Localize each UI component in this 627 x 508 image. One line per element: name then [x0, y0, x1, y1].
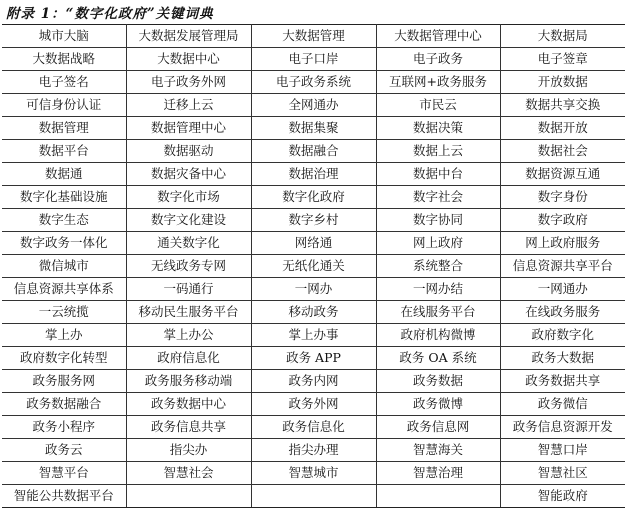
- keyword-cell: 数据中台: [376, 163, 500, 186]
- keyword-cell: 大数据中心: [126, 48, 251, 71]
- keyword-cell: 政务内网: [251, 370, 376, 393]
- keyword-cell: 大数据战略: [2, 48, 126, 71]
- keyword-cell: 政府数字化转型: [2, 347, 126, 370]
- keyword-cell: 电子口岸: [251, 48, 376, 71]
- keyword-cell: 政务小程序: [2, 416, 126, 439]
- keyword-cell: 政务数据共享: [500, 370, 625, 393]
- keyword-cell: 一网办结: [376, 278, 500, 301]
- keyword-cell: 数据通: [2, 163, 126, 186]
- keyword-cell: 政府数字化: [500, 324, 625, 347]
- keyword-cell: 指尖办: [126, 439, 251, 462]
- keyword-cell: 移动民生服务平台: [126, 301, 251, 324]
- keyword-cell: 政务信息网: [376, 416, 500, 439]
- keyword-cell: 电子政务: [376, 48, 500, 71]
- keyword-cell: 政务服务网: [2, 370, 126, 393]
- keyword-cell: 互联网+政务服务: [376, 71, 500, 94]
- keyword-cell: 政务服务移动端: [126, 370, 251, 393]
- keyword-cell: 无线政务专网: [126, 255, 251, 278]
- keyword-cell: 智慧治理: [376, 462, 500, 485]
- keyword-cell: 数据上云: [376, 140, 500, 163]
- keyword-cell: [251, 485, 376, 508]
- table-row: [2, 117, 625, 140]
- keyword-cell: 数字生态: [2, 209, 126, 232]
- keyword-cell: 开放数据: [500, 71, 625, 94]
- keyword-cell: 电子政务系统: [251, 71, 376, 94]
- keyword-cell: 大数据管理中心: [376, 25, 500, 48]
- keyword-cell: 智慧平台: [2, 462, 126, 485]
- keyword-cell: 网络通: [251, 232, 376, 255]
- appendix-title: 附录 1：“数字化政府”关键词典: [6, 6, 214, 22]
- keyword-cell: 数字化政府: [251, 186, 376, 209]
- keyword-cell: 数字化市场: [126, 186, 251, 209]
- table-row: [2, 25, 625, 48]
- keyword-cell: 数据治理: [251, 163, 376, 186]
- keyword-cell: 大数据局: [500, 25, 625, 48]
- keyword-cell: 智能政府: [500, 485, 625, 508]
- keyword-cell: 电子政务外网: [126, 71, 251, 94]
- table-row: [2, 209, 625, 232]
- keyword-cell: 政务数据: [376, 370, 500, 393]
- table-row: [2, 347, 625, 370]
- keyword-cell: 掌上办: [2, 324, 126, 347]
- keyword-cell: 迁移上云: [126, 94, 251, 117]
- keyword-cell: 一网办: [251, 278, 376, 301]
- keyword-cell: 一网通办: [500, 278, 625, 301]
- keyword-cell: 一码通行: [126, 278, 251, 301]
- keyword-cell: 政务信息化: [251, 416, 376, 439]
- keyword-cell: 掌上办公: [126, 324, 251, 347]
- keyword-cell: 在线政务服务: [500, 301, 625, 324]
- table-row: [2, 393, 625, 416]
- keyword-cell: 在线服务平台: [376, 301, 500, 324]
- keyword-cell: 城市大脑: [2, 25, 126, 48]
- keyword-cell: 信息资源共享平台: [500, 255, 625, 278]
- keyword-cell: 数字文化建设: [126, 209, 251, 232]
- keyword-cell: 移动政务: [251, 301, 376, 324]
- keyword-cell: 数字协同: [376, 209, 500, 232]
- table-row: [2, 301, 625, 324]
- keyword-cell: 指尖办理: [251, 439, 376, 462]
- table-row: [2, 416, 625, 439]
- keyword-cell: [126, 485, 251, 508]
- keyword-cell: 一云统揽: [2, 301, 126, 324]
- table-row: [2, 255, 625, 278]
- keyword-cell: 政府信息化: [126, 347, 251, 370]
- keyword-cell: 网上政府服务: [500, 232, 625, 255]
- keyword-cell: 数字社会: [376, 186, 500, 209]
- keyword-cell: 数据管理: [2, 117, 126, 140]
- keyword-cell: [376, 485, 500, 508]
- keyword-cell: 智慧社区: [500, 462, 625, 485]
- keyword-cell: 数字乡村: [251, 209, 376, 232]
- keyword-cell: 政务信息资源开发: [500, 416, 625, 439]
- keyword-cell: 数字化基础设施: [2, 186, 126, 209]
- keyword-cell: 智能公共数据平台: [2, 485, 126, 508]
- keyword-cell: 政务 OA 系统: [376, 347, 500, 370]
- table-row: [2, 163, 625, 186]
- keyword-cell: 数字身份: [500, 186, 625, 209]
- keyword-cell: 政府机构微博: [376, 324, 500, 347]
- keyword-cell: 电子签名: [2, 71, 126, 94]
- keyword-cell: 数据驱动: [126, 140, 251, 163]
- keyword-cell: 智慧海关: [376, 439, 500, 462]
- table-row: [2, 140, 625, 163]
- keyword-cell: 全网通办: [251, 94, 376, 117]
- keyword-cell: 掌上办事: [251, 324, 376, 347]
- keyword-cell: 无纸化通关: [251, 255, 376, 278]
- keyword-cell: 政务数据融合: [2, 393, 126, 416]
- table-row: [2, 485, 625, 508]
- keyword-cell: 通关数字化: [126, 232, 251, 255]
- keyword-cell: 信息资源共享体系: [2, 278, 126, 301]
- keyword-cell: 智慧社会: [126, 462, 251, 485]
- keyword-cell: 可信身份认证: [2, 94, 126, 117]
- keyword-cell: 数据集聚: [251, 117, 376, 140]
- keyword-cell: 市民云: [376, 94, 500, 117]
- table-row: [2, 71, 625, 94]
- table-row: [2, 278, 625, 301]
- keyword-cell: 政务云: [2, 439, 126, 462]
- keyword-cell: 数据社会: [500, 140, 625, 163]
- keyword-cell: 大数据管理: [251, 25, 376, 48]
- table-row: [2, 462, 625, 485]
- keyword-cell: 数字政府: [500, 209, 625, 232]
- keyword-table: [2, 24, 625, 508]
- keyword-cell: 电子签章: [500, 48, 625, 71]
- keyword-cell: 数据灾备中心: [126, 163, 251, 186]
- keyword-cell: 数据融合: [251, 140, 376, 163]
- table-row: [2, 439, 625, 462]
- keyword-cell: 数据资源互通: [500, 163, 625, 186]
- table-row: [2, 324, 625, 347]
- keyword-cell: 智慧口岸: [500, 439, 625, 462]
- table-row: [2, 94, 625, 117]
- keyword-cell: 数字政务一体化: [2, 232, 126, 255]
- keyword-table-body: [2, 25, 625, 508]
- keyword-cell: 政务大数据: [500, 347, 625, 370]
- keyword-cell: 数据管理中心: [126, 117, 251, 140]
- keyword-cell: 政务微博: [376, 393, 500, 416]
- keyword-cell: 政务信息共享: [126, 416, 251, 439]
- keyword-cell: 政务 APP: [251, 347, 376, 370]
- keyword-cell: 数据决策: [376, 117, 500, 140]
- table-row: [2, 232, 625, 255]
- keyword-cell: 大数据发展管理局: [126, 25, 251, 48]
- keyword-cell: 微信城市: [2, 255, 126, 278]
- keyword-cell: 系统整合: [376, 255, 500, 278]
- table-row: [2, 186, 625, 209]
- keyword-cell: 政务数据中心: [126, 393, 251, 416]
- keyword-cell: 政务外网: [251, 393, 376, 416]
- keyword-cell: 数据开放: [500, 117, 625, 140]
- keyword-cell: 数据共享交换: [500, 94, 625, 117]
- keyword-cell: 数据平台: [2, 140, 126, 163]
- keyword-cell: 政务微信: [500, 393, 625, 416]
- table-row: [2, 48, 625, 71]
- keyword-cell: 智慧城市: [251, 462, 376, 485]
- table-row: [2, 370, 625, 393]
- keyword-cell: 网上政府: [376, 232, 500, 255]
